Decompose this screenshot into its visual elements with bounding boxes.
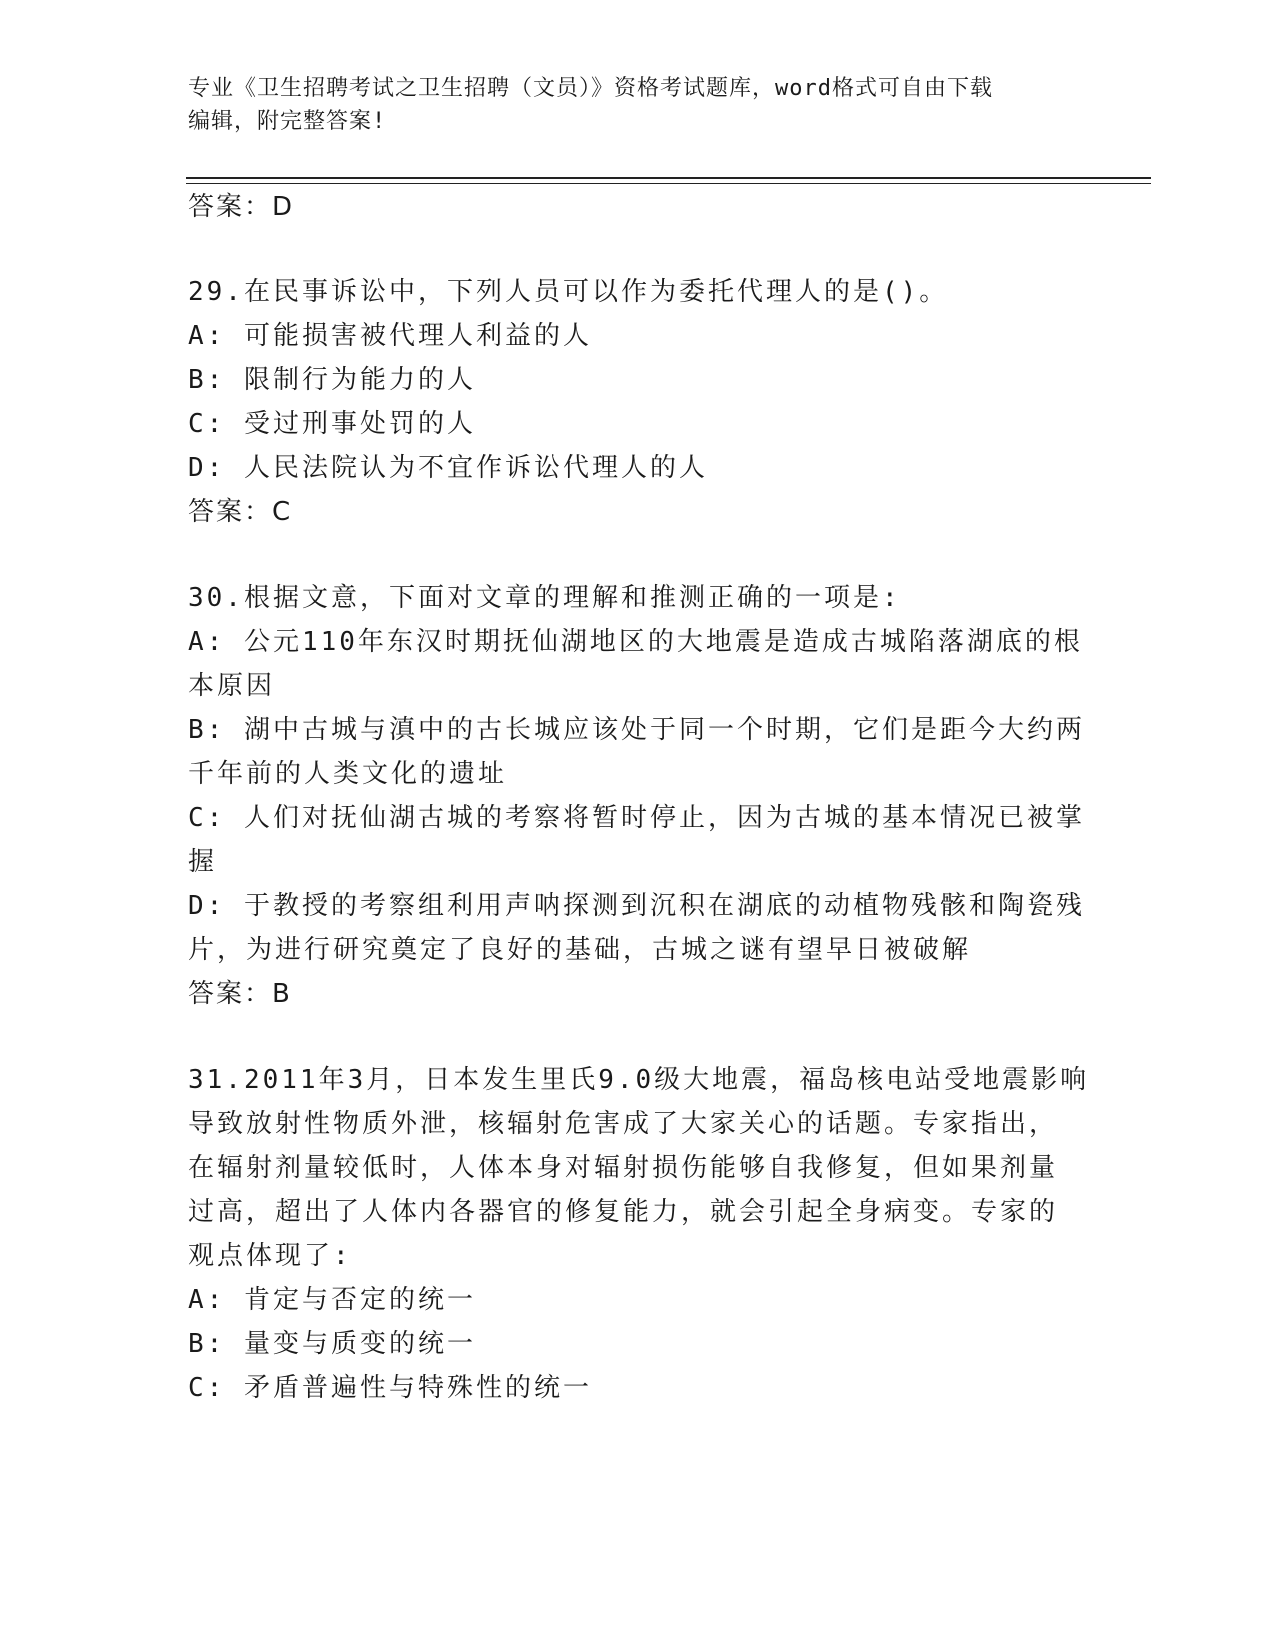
question-30-option-b: B: 湖中古城与滇中的古长城应该处于同一个时期，它们是距今大约两 (188, 715, 1085, 745)
question-30-stem: 30.根据文意，下面对文章的理解和推测正确的一项是: (188, 583, 901, 613)
question-29-option-a: A: 可能损害被代理人利益的人 (188, 321, 592, 351)
question-31-stem-cont-1: 导致放射性物质外泄，核辐射危害成了大家关心的话题。专家指出， (188, 1109, 1059, 1139)
question-29-option-b: B: 限制行为能力的人 (188, 365, 476, 395)
answer-line: 答案：D (188, 192, 295, 222)
answer-line: 答案：C (188, 497, 293, 527)
question-31-option-c: C: 矛盾普遍性与特殊性的统一 (188, 1373, 592, 1403)
question-31-stem-cont-4: 观点体现了: (188, 1241, 352, 1271)
question-30-option-d: D: 于教授的考察组利用声呐探测到沉积在湖底的动植物残骸和陶瓷残 (188, 891, 1085, 921)
question-31-stem-cont-2: 在辐射剂量较低时，人体本身对辐射损伤能够自我修复，但如果剂量 (188, 1153, 1059, 1183)
document-header (188, 72, 1088, 138)
question-30-option-c: C: 人们对抚仙湖古城的考察将暂时停止，因为古城的基本情况已被掌 (188, 803, 1085, 833)
question-31-stem: 31.2011年3月，日本发生里氏9.0级大地震，福岛核电站受地震影响 (188, 1065, 1090, 1095)
question-29-option-c: C: 受过刑事处罚的人 (188, 409, 476, 439)
question-30-option-c-cont: 握 (188, 847, 218, 877)
answer-line: 答案：B (188, 979, 292, 1009)
header-divider-thin (186, 183, 1151, 184)
question-31-option-b: B: 量变与质变的统一 (188, 1329, 476, 1359)
header-line-1: 专业《卫生招聘考试之卫生招聘（文员）》资格考试题库，word格式可自由下载 (188, 76, 993, 101)
header-line-2: 编辑，附完整答案! (188, 109, 387, 134)
question-31-stem-cont-3: 过高，超出了人体内各器官的修复能力，就会引起全身病变。专家的 (188, 1197, 1059, 1227)
header-divider-thick (186, 177, 1151, 179)
question-30-option-b-cont: 千年前的人类文化的遗址 (188, 759, 508, 789)
question-29-option-d: D: 人民法院认为不宜作诉讼代理人的人 (188, 453, 708, 483)
question-29-stem: 29.在民事诉讼中，下列人员可以作为委托代理人的是()。 (188, 277, 949, 307)
question-30-option-a-cont: 本原因 (188, 671, 276, 701)
question-31-option-a: A: 肯定与否定的统一 (188, 1285, 476, 1315)
question-30-option-d-cont: 片，为进行研究奠定了良好的基础，古城之谜有望早日被破解 (188, 935, 972, 965)
question-30-option-a: A: 公元110年东汉时期抚仙湖地区的大地震是造成古城陷落湖底的根 (188, 627, 1083, 657)
